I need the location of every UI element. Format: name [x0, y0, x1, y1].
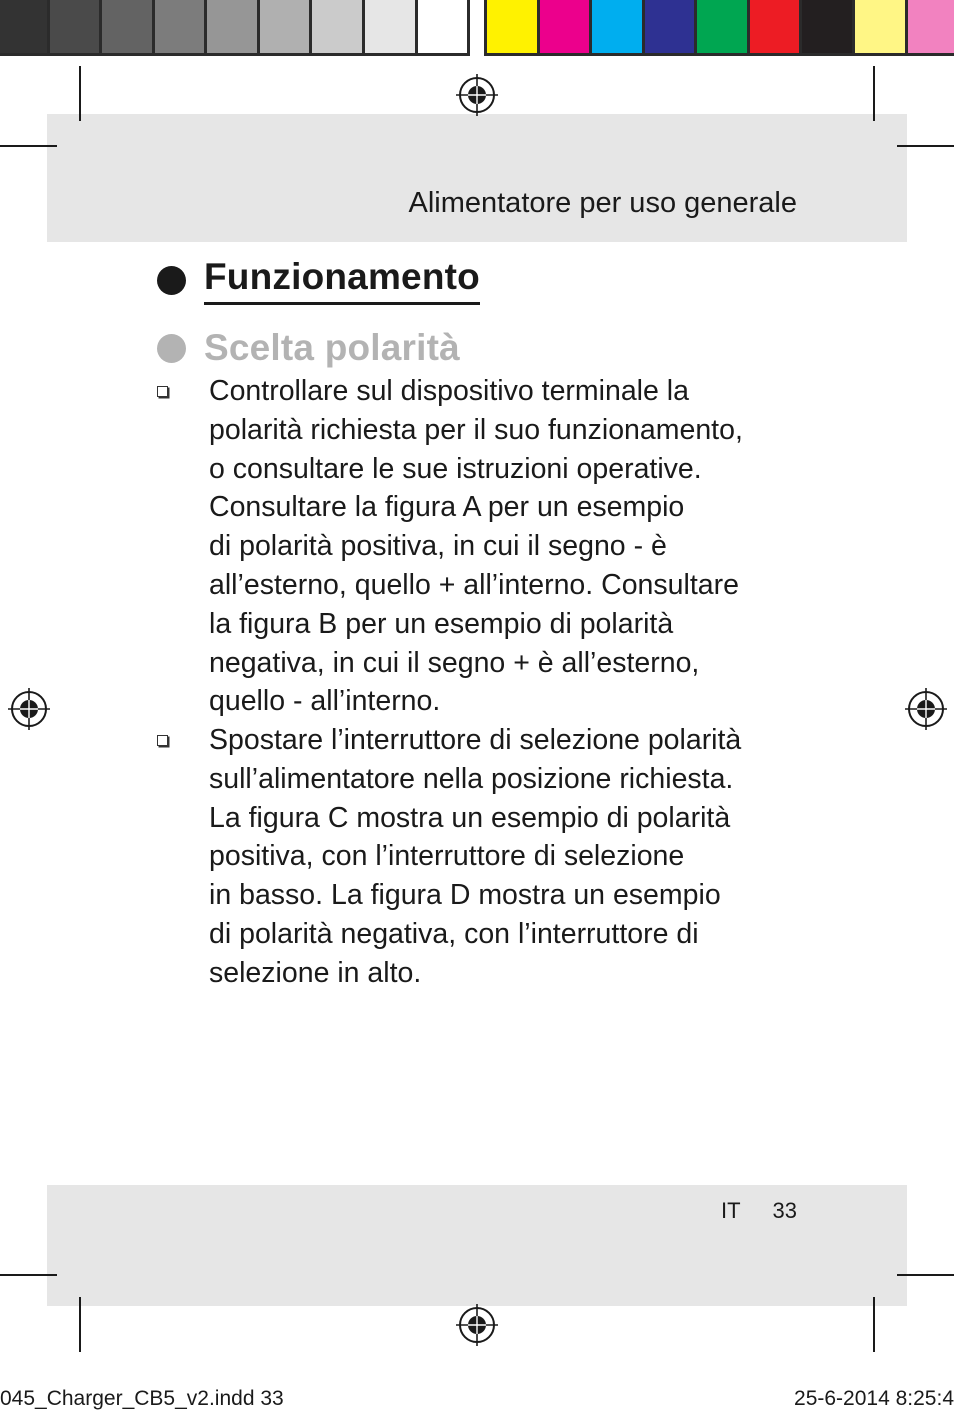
checkbox-bullet-icon	[157, 735, 168, 746]
color-swatch	[645, 0, 698, 53]
bullet-dot-icon	[157, 334, 186, 363]
text-line: Controllare sul dispositivo terminale la	[209, 375, 689, 407]
color-swatch	[697, 0, 750, 53]
text-line: in basso. La figura D mostra un esempio	[209, 879, 721, 912]
crop-mark	[873, 66, 875, 121]
text-line: Spostare l’interruttore di selezione polarità	[209, 724, 742, 756]
text-line: selezione in alto.	[209, 956, 422, 989]
gray-swatch	[0, 0, 50, 53]
gray-swatch	[418, 0, 468, 53]
text-line: all’esterno, quello + all’interno. Consultare	[209, 568, 739, 601]
registration-mark-icon	[456, 1304, 498, 1346]
gray-swatch	[365, 0, 418, 53]
grayscale-calibration-bar	[0, 0, 470, 56]
slug-datetime: 25-6-2014 8:25:4	[794, 1387, 954, 1410]
list-item	[157, 372, 797, 721]
text-line: positiva, con l’interruttore di selezione	[209, 840, 685, 873]
gray-swatch	[50, 0, 103, 53]
color-swatch	[908, 0, 954, 53]
registration-mark-icon	[456, 74, 498, 116]
language-code: IT	[720, 1198, 741, 1223]
text-line: La figura C mostra un esempio di polarità	[209, 801, 731, 834]
crop-mark	[0, 1274, 57, 1276]
color-swatch	[540, 0, 593, 53]
color-swatch	[750, 0, 803, 53]
text-line: o consultare le sue istruzioni operative.	[209, 452, 702, 485]
list-item-text	[209, 372, 797, 721]
gray-swatch	[260, 0, 313, 53]
text-line: sull’alimentatore nella posizione richiesta.	[209, 762, 734, 795]
crop-mark	[79, 66, 81, 121]
registration-mark-icon	[905, 688, 947, 730]
gray-swatch	[207, 0, 260, 53]
section-heading-text: Scelta polarità	[204, 327, 460, 368]
color-swatch	[802, 0, 855, 53]
crop-mark	[873, 1297, 875, 1352]
text-line: polarità richiesta per il suo funzionamento,	[209, 413, 743, 446]
checkbox-bullet-icon	[157, 386, 168, 397]
gray-swatch	[102, 0, 155, 53]
section-heading-text: Funzionamento	[204, 256, 480, 305]
running-header-title: Alimentatore per uso generale	[408, 187, 797, 219]
text-line: di polarità positiva, in cui il segno - è	[209, 530, 667, 563]
crop-mark	[897, 145, 954, 147]
registration-mark-icon	[8, 688, 50, 730]
color-swatch	[487, 0, 540, 53]
text-line: Consultare la figura A per un esempio	[209, 491, 685, 524]
list-item	[157, 721, 797, 993]
crop-mark	[79, 1297, 81, 1352]
color-swatch	[855, 0, 908, 53]
list-item-text	[209, 721, 797, 993]
page-folio	[721, 1198, 797, 1224]
section-heading-funzionamento	[157, 256, 480, 305]
color-swatch	[592, 0, 645, 53]
header-band	[47, 114, 907, 242]
text-line: di polarità negativa, con l’interruttore di	[209, 917, 699, 950]
slug-file-name: 045_Charger_CB5_v2.indd 33	[0, 1387, 284, 1410]
gray-swatch	[155, 0, 208, 53]
page-number: 33	[772, 1198, 797, 1223]
section-heading-scelta-polarita	[157, 327, 460, 369]
crop-mark	[897, 1274, 954, 1276]
bullet-dot-icon	[157, 266, 186, 295]
crop-mark	[0, 145, 57, 147]
gray-swatch	[312, 0, 365, 53]
color-calibration-bar	[484, 0, 954, 56]
text-line: quello - all’interno.	[209, 685, 441, 718]
text-line: negativa, in cui il segno + è all’esterno,	[209, 646, 700, 679]
text-line: la figura B per un esempio di polarità	[209, 607, 674, 640]
